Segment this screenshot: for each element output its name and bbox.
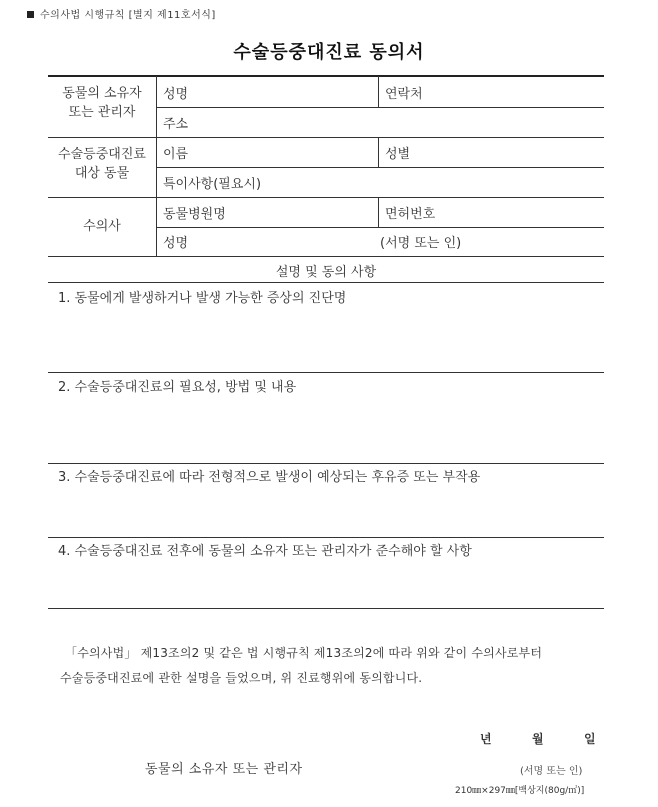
animal-name-label: 이름 [163, 147, 189, 162]
divider [48, 537, 604, 538]
column-divider [378, 76, 379, 107]
consent-item-3[interactable]: 3. 수술등중대진료에 따라 전형적으로 발생이 예상되는 후유증 또는 부작용 [58, 470, 481, 485]
year-field[interactable]: 년 [480, 732, 492, 746]
divider [48, 372, 604, 373]
consent-item-2[interactable]: 2. 수술등중대진료의 필요성, 방법 및 내용 [58, 380, 297, 395]
vet-name-label: 성명 [163, 236, 189, 251]
consent-section-title: 설명 및 동의 사항 [275, 265, 377, 280]
vet-signature-note: (서명 또는 인) [380, 236, 462, 251]
signer-signature-field[interactable]: (서명 또는 인) [520, 766, 583, 777]
divider [48, 463, 604, 464]
square-bullet-icon [27, 11, 34, 18]
month-field[interactable]: 월 [532, 732, 544, 746]
owner-address-field[interactable] [163, 113, 188, 132]
animal-group-label-line2: 대상 동물 [74, 166, 130, 181]
animal-sex-field[interactable] [385, 143, 410, 162]
divider [48, 197, 604, 198]
consent-statement [60, 641, 600, 691]
divider [48, 256, 604, 257]
owner-group-label-line1: 동물의 소유자 [62, 86, 142, 101]
vet-name-field[interactable] [163, 232, 188, 251]
divider [48, 137, 604, 138]
statement-line-2: 수술등중대진료에 관한 설명을 들었으며, 위 진료행위에 동의합니다. [60, 671, 423, 685]
owner-group-label-line2: 또는 관리자 [68, 105, 136, 120]
owner-address-label: 주소 [163, 117, 189, 132]
divider [156, 227, 604, 228]
owner-contact-field[interactable] [385, 83, 423, 102]
owner-name-label: 성명 [163, 87, 189, 102]
form-reference-text: 수의사법 시행규칙 [별지 제11호서식] [40, 10, 216, 21]
owner-group-label [48, 84, 156, 122]
statement-line-1: 「수의사법」 제13조의2 및 같은 법 시행규칙 제13조의2에 따라 위와 같이 수의사로부터 [65, 646, 543, 660]
animal-notes-label: 특이사항(필요시) [163, 177, 262, 192]
animal-sex-label: 성별 [385, 147, 411, 162]
divider [156, 107, 604, 108]
license-number-field[interactable] [385, 203, 435, 222]
column-divider [378, 137, 379, 167]
hospital-name-label: 동물병원명 [163, 207, 226, 222]
license-number-label: 면허번호 [385, 207, 436, 222]
column-divider [378, 197, 379, 227]
column-divider [156, 76, 157, 256]
divider [48, 282, 604, 283]
form-reference [27, 6, 216, 21]
day-field[interactable]: 일 [584, 732, 596, 746]
owner-name-field[interactable] [163, 83, 188, 102]
page-title: 수술등중대진료 동의서 [233, 42, 425, 63]
paper-spec: 210㎜×297㎜[백상지(80g/㎡)] [455, 786, 585, 796]
consent-item-1[interactable]: 1. 동물에게 발생하거나 발생 가능한 증상의 진단명 [58, 291, 347, 306]
animal-name-field[interactable] [163, 143, 188, 162]
vet-group-label: 수의사 [83, 219, 121, 234]
signer-label: 동물의 소유자 또는 관리자 [145, 762, 303, 777]
animal-notes-field[interactable] [163, 173, 261, 192]
table-top-border [48, 75, 604, 77]
divider [48, 608, 604, 609]
owner-contact-label: 연락처 [385, 87, 423, 102]
animal-group-label-line1: 수술등중대진료 [58, 147, 146, 162]
divider [156, 167, 604, 168]
consent-item-4[interactable]: 4. 수술등중대진료 전후에 동물의 소유자 또는 관리자가 준수해야 할 사항 [58, 544, 472, 559]
animal-group-label [48, 145, 156, 183]
hospital-name-field[interactable] [163, 203, 226, 222]
